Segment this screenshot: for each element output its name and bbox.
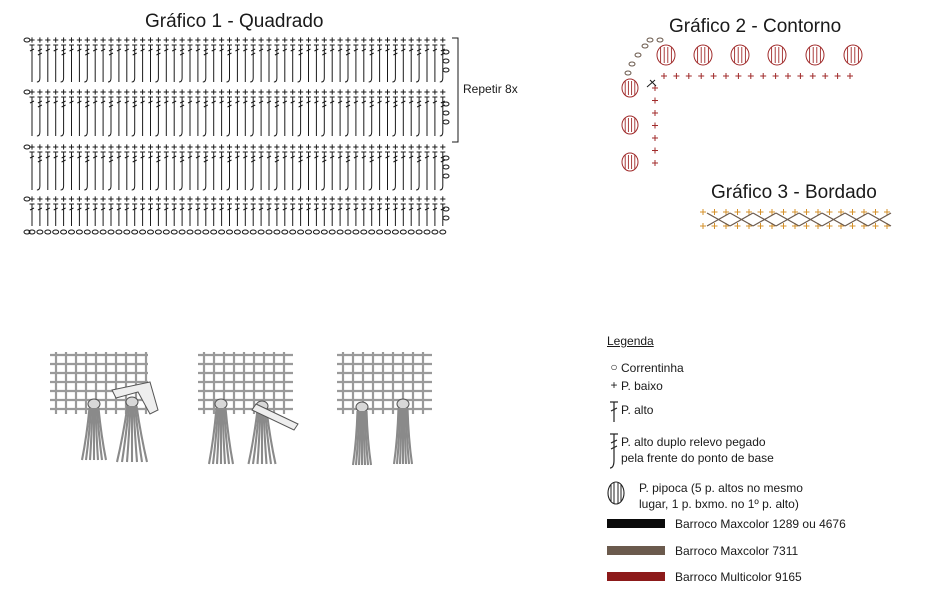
raised-double-mark — [179, 132, 182, 136]
tassel-knot — [88, 399, 100, 409]
tassel-knot — [126, 397, 138, 407]
popcorn-mark — [806, 45, 824, 65]
raised-double-mark — [155, 132, 158, 136]
chain-mark — [629, 62, 635, 66]
raised-double-mark — [416, 186, 419, 190]
chain-mark — [45, 230, 51, 234]
raised-double-mark — [155, 78, 158, 82]
single-crochet-symbol-icon: + — [610, 378, 618, 392]
raised-double-mark — [250, 132, 253, 136]
chain-mark — [635, 53, 641, 57]
raised-double-mark — [440, 132, 443, 136]
raised-double-mark — [132, 132, 135, 136]
chain-mark — [24, 90, 30, 94]
chain-mark — [298, 230, 304, 234]
raised-double-mark — [179, 78, 182, 82]
chart2-title: Gráfico 2 - Contorno — [669, 16, 842, 37]
chain-mark — [443, 50, 449, 54]
raised-double-mark — [274, 132, 277, 136]
chain-mark — [211, 230, 217, 234]
chain-mark — [24, 145, 30, 149]
chain-mark — [353, 230, 359, 234]
chain-mark — [424, 230, 430, 234]
raised-double-mark — [132, 78, 135, 82]
chain-mark — [345, 230, 351, 234]
chain-mark — [76, 230, 82, 234]
yarn-label-brown: Barroco Maxcolor 7311 — [675, 544, 799, 558]
raised-double-mark — [369, 78, 372, 82]
raised-double-mark — [440, 186, 443, 190]
legend-label-popcorn-1: P. pipoca (5 p. altos no mesmo — [639, 481, 803, 495]
chain-mark — [92, 230, 98, 234]
raised-double-mark — [37, 132, 40, 136]
tassel-knot — [397, 399, 409, 409]
raised-double-mark — [37, 78, 40, 82]
chain-mark — [443, 59, 449, 63]
chart3-title: Gráfico 3 - Bordado — [711, 182, 877, 203]
popcorn-mark — [622, 79, 638, 97]
popcorn-mark — [622, 153, 638, 171]
chain-mark — [443, 102, 449, 106]
legend-label-double-crochet: P. alto — [621, 403, 654, 417]
raised-double-mark — [392, 186, 395, 190]
chain-mark — [242, 230, 248, 234]
raised-double-mark — [392, 78, 395, 82]
popcorn-mark — [844, 45, 862, 65]
chain-mark — [361, 230, 367, 234]
chain-mark — [195, 230, 201, 234]
raised-double-mark — [298, 186, 301, 190]
raised-double-mark — [250, 186, 253, 190]
chain-mark — [24, 197, 30, 201]
raised-double-mark — [369, 132, 372, 136]
raised-double-mark — [416, 132, 419, 136]
chain-mark — [171, 230, 177, 234]
chain-mark — [329, 230, 335, 234]
double-crochet-symbol-icon — [607, 400, 621, 424]
chain-mark — [625, 71, 631, 75]
chain-mark — [148, 230, 154, 234]
tassel-knot — [215, 399, 227, 409]
chain-mark — [385, 230, 391, 234]
raised-double-mark — [108, 78, 111, 82]
raised-double-mark — [227, 186, 230, 190]
chain-mark — [443, 174, 449, 178]
raised-double-mark — [61, 132, 64, 136]
raised-double-mark — [61, 186, 64, 190]
raised-double-mark — [440, 78, 443, 82]
raised-double-mark — [61, 78, 64, 82]
popcorn-mark — [622, 116, 638, 134]
tassel-knot — [356, 402, 368, 412]
chain-mark — [61, 230, 67, 234]
legend-label-single-crochet: P. baixo — [621, 379, 663, 393]
raised-double-mark — [369, 186, 372, 190]
chain-mark — [227, 230, 233, 234]
legend-title: Legenda — [607, 334, 654, 348]
raised-double-mark — [274, 78, 277, 82]
chain-mark — [266, 230, 272, 234]
chain-mark — [432, 230, 438, 234]
chain-mark — [84, 230, 90, 234]
raised-double-mark — [321, 78, 324, 82]
chain-mark — [116, 230, 122, 234]
raised-double-crochet-symbol-icon — [607, 432, 621, 472]
raised-double-mark — [108, 132, 111, 136]
legend-label-popcorn-2: lugar, 1 p. bxmo. no 1º p. alto) — [639, 497, 799, 511]
chain-mark — [337, 230, 343, 234]
chain-mark — [443, 216, 449, 220]
chain-mark — [53, 230, 59, 234]
chain-mark — [642, 44, 648, 48]
chain-mark — [400, 230, 406, 234]
raised-double-mark — [298, 78, 301, 82]
chain-mark — [443, 120, 449, 124]
yarn-label-black: Barroco Maxcolor 1289 ou 4676 — [675, 517, 846, 531]
chain-mark — [24, 38, 30, 42]
chain-mark — [647, 38, 653, 42]
chain-mark — [219, 230, 225, 234]
chain-mark — [392, 230, 398, 234]
chain-mark — [258, 230, 264, 234]
legend-label-raised-double-2: pela frente do ponto de base — [621, 451, 774, 465]
chain-mark — [274, 230, 280, 234]
raised-double-mark — [416, 78, 419, 82]
chain-mark — [443, 165, 449, 169]
raised-double-mark — [84, 78, 87, 82]
chain-mark — [187, 230, 193, 234]
raised-double-mark — [274, 186, 277, 190]
legend-label-raised-double-1: P. alto duplo relevo pegado — [621, 435, 766, 449]
raised-double-mark — [132, 186, 135, 190]
raised-double-mark — [345, 132, 348, 136]
repeat-label: Repetir 8x — [463, 82, 518, 96]
raised-double-mark — [345, 186, 348, 190]
raised-double-mark — [108, 186, 111, 190]
popcorn-mark — [731, 45, 749, 65]
yarn-swatch-black — [607, 519, 665, 528]
chain-mark — [124, 230, 130, 234]
chain-mark — [369, 230, 375, 234]
raised-double-mark — [227, 132, 230, 136]
raised-double-mark — [227, 78, 230, 82]
chain-mark — [108, 230, 114, 234]
chain-mark — [140, 230, 146, 234]
raised-double-mark — [250, 78, 253, 82]
repeat-bracket — [452, 38, 458, 142]
popcorn-mark — [694, 45, 712, 65]
chain-mark — [69, 230, 75, 234]
chain-mark — [440, 230, 446, 234]
chart1-title: Gráfico 1 - Quadrado — [145, 11, 324, 32]
chain-mark — [306, 230, 312, 234]
chain-mark — [313, 230, 319, 234]
chain-mark — [416, 230, 422, 234]
raised-double-mark — [37, 186, 40, 190]
raised-double-mark — [203, 132, 206, 136]
chain-mark — [163, 230, 169, 234]
chain-mark — [132, 230, 138, 234]
popcorn-mark — [657, 45, 675, 65]
chain-mark — [100, 230, 106, 234]
raised-double-mark — [203, 78, 206, 82]
raised-double-mark — [345, 78, 348, 82]
chain-mark — [321, 230, 327, 234]
raised-double-mark — [321, 132, 324, 136]
raised-double-mark — [203, 186, 206, 190]
raised-double-mark — [84, 186, 87, 190]
chain-mark — [377, 230, 383, 234]
chain-mark — [37, 230, 43, 234]
chain-mark — [203, 230, 209, 234]
chain-mark — [179, 230, 185, 234]
chain-mark — [443, 111, 449, 115]
chain-mark — [155, 230, 161, 234]
raised-double-mark — [84, 132, 87, 136]
chain-symbol-icon: ○ — [610, 360, 618, 374]
chain-mark — [443, 156, 449, 160]
chain-mark — [408, 230, 414, 234]
raised-double-mark — [392, 132, 395, 136]
raised-double-mark — [321, 186, 324, 190]
chain-mark — [250, 230, 256, 234]
legend-label-chain: Correntinha — [621, 361, 684, 375]
raised-double-mark — [179, 186, 182, 190]
popcorn-stitch-symbol-icon — [605, 480, 629, 506]
popcorn-mark — [768, 45, 786, 65]
raised-double-mark — [298, 132, 301, 136]
chain-mark — [290, 230, 296, 234]
yarn-label-red: Barroco Multicolor 9165 — [675, 570, 802, 584]
chain-mark — [282, 230, 288, 234]
raised-double-mark — [155, 186, 158, 190]
chain-mark — [234, 230, 240, 234]
chain-mark — [657, 38, 663, 42]
yarn-swatch-brown — [607, 546, 665, 555]
chain-mark — [443, 68, 449, 72]
yarn-swatch-red — [607, 572, 665, 581]
